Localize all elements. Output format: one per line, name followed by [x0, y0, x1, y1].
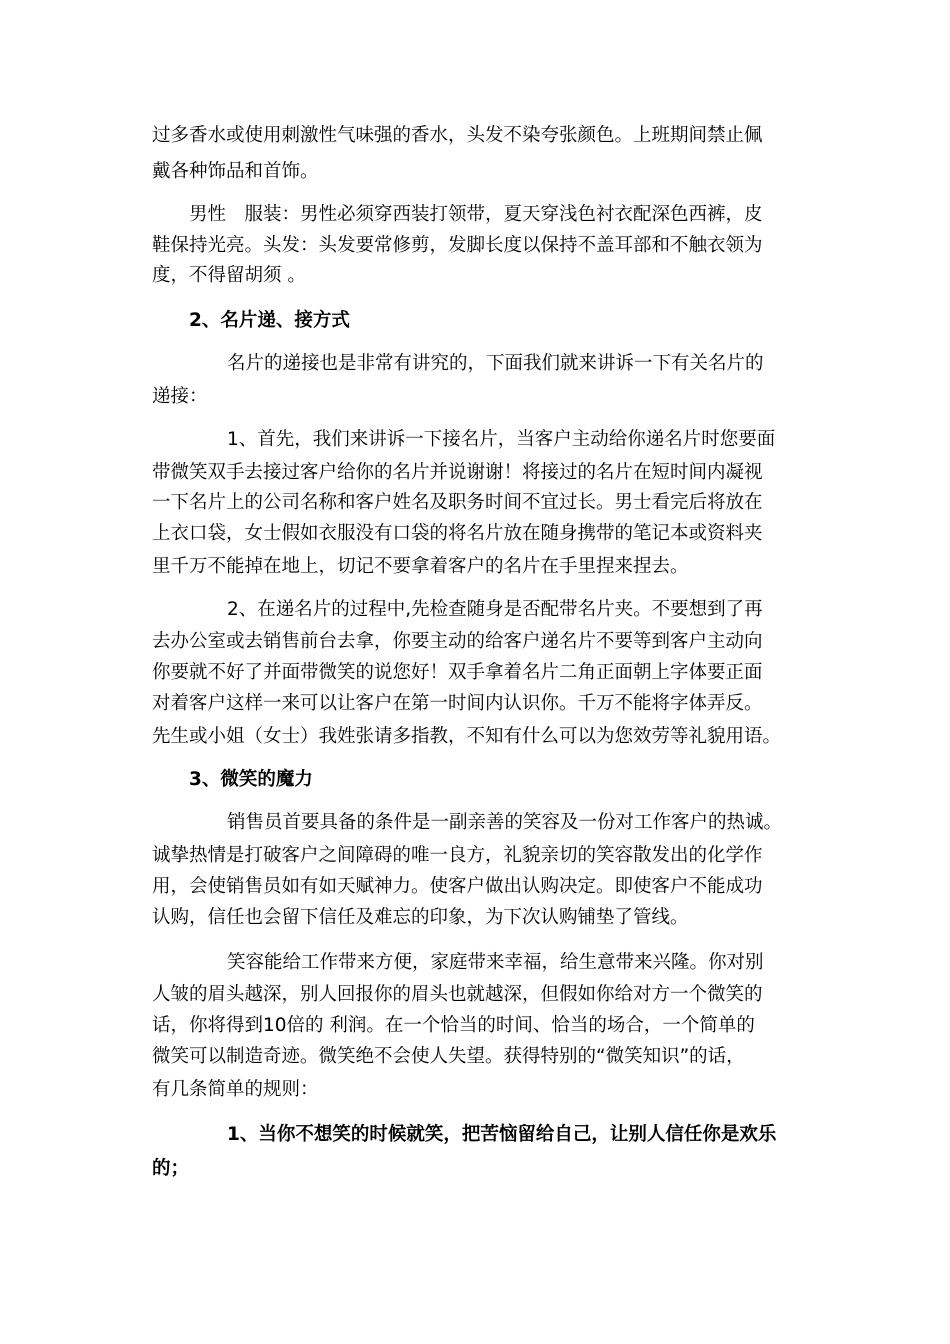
section-heading-2: 2、名片递、接方式 [189, 310, 350, 331]
paragraph-3-line-1: 名片的递接也是非常有讲究的，下面我们就来讲诉一下有关名片的 [227, 353, 764, 374]
paragraph-2-line-1: 男性 服装：男性必须穿西装打领带，夏天穿浅色衬衣配深色西裤，皮 [189, 204, 763, 225]
paragraph-6-line-4: 认购，信任也会留下信任及难忘的印象，为下次认购铺垫了管线。 [152, 907, 689, 928]
paragraph-5-line-1: 2、在递名片的过程中,先检查随身是否配带名片夹。不要想到了再 [227, 599, 763, 620]
paragraph-5-line-2: 去办公室或去销售前台去拿，你要主动的给客户递名片不要等到客户主动向 [152, 631, 763, 652]
paragraph-2-line-3: 度，不得留胡须 。 [152, 265, 306, 286]
paragraph-7-line-5: 有几条简单的规则： [152, 1079, 319, 1100]
paragraph-6-line-3: 用，会使销售员如有如天赋神力。使客户做出认购决定。即使客户不能成功 [152, 876, 763, 897]
paragraph-2-line-2: 鞋保持光亮。头发：头发要常修剪，发脚长度以保持不盖耳部和不触衣领为 [152, 235, 763, 256]
paragraph-5-line-4: 对着客户这样一来可以让客户在第一时间内认识你。千万不能将字体弄反。 [152, 693, 763, 714]
paragraph-7-line-1: 笑容能给工作带来方便，家庭带来幸福，给生意带来兴隆。你对别 [227, 952, 764, 973]
paragraph-4-line-1: 1、首先，我们来讲诉一下接名片，当客户主动给你递名片时您要面 [227, 429, 776, 450]
paragraph-7-line-2: 人皱的眉头越深，别人回报你的眉头也就越深，但假如你给对方一个微笑的 [152, 984, 763, 1005]
rule-1-line-2: 的； [152, 1158, 190, 1179]
section-heading-3: 3、微笑的魔力 [189, 769, 313, 790]
paragraph-5-line-5: 先生或小姐（女士）我姓张请多指教，不知有什么可以为您效劳等礼貌用语。 [152, 726, 782, 747]
paragraph-4-line-5: 里千万不能掉在地上，切记不要拿着客户的名片在手里捏来捏去。 [152, 556, 689, 577]
paragraph-4-line-2: 带微笑双手去接过客户给你的名片并说谢谢！将接过的名片在短时间内凝视 [152, 462, 763, 483]
paragraph-7-line-4: 微笑可以制造奇迹。微笑绝不会使人失望。获得特别的“微笑知识”的话， [152, 1046, 745, 1067]
rule-1-line-1: 1、当你不想笑的时候就笑，把苦恼留给自己，让别人信任你是欢乐 [227, 1124, 777, 1145]
paragraph-5-line-3: 你要就不好了并面带微笑的说您好！双手拿着名片二角正面朝上字体要正面 [152, 662, 763, 683]
paragraph-3-line-2: 递接： [152, 386, 208, 407]
paragraph-6-line-1: 销售员首要具备的条件是一副亲善的笑容及一份对工作客户的热诚。 [227, 812, 783, 833]
paragraph-7-line-3: 话，你将得到10倍的 利润。在一个恰当的时间、恰当的场合，一个简单的 [152, 1015, 755, 1036]
paragraph-6-line-2: 诚挚热情是打破客户之间障碍的唯一良方，礼貌亲切的笑容散发出的化学作 [152, 845, 763, 866]
paragraph-4-line-3: 一下名片上的公司名称和客户姓名及职务时间不宜过长。男士看完后将放在 [152, 492, 763, 513]
paragraph-1-line-2: 戴各种饰品和首饰。 [152, 161, 319, 182]
paragraph-1-line-1: 过多香水或使用刺激性气味强的香水，头发不染夸张颜色。上班期间禁止佩 [152, 125, 763, 146]
paragraph-4-line-4: 上衣口袋，女士假如衣服没有口袋的将名片放在随身携带的笔记本或资料夹 [152, 523, 763, 544]
